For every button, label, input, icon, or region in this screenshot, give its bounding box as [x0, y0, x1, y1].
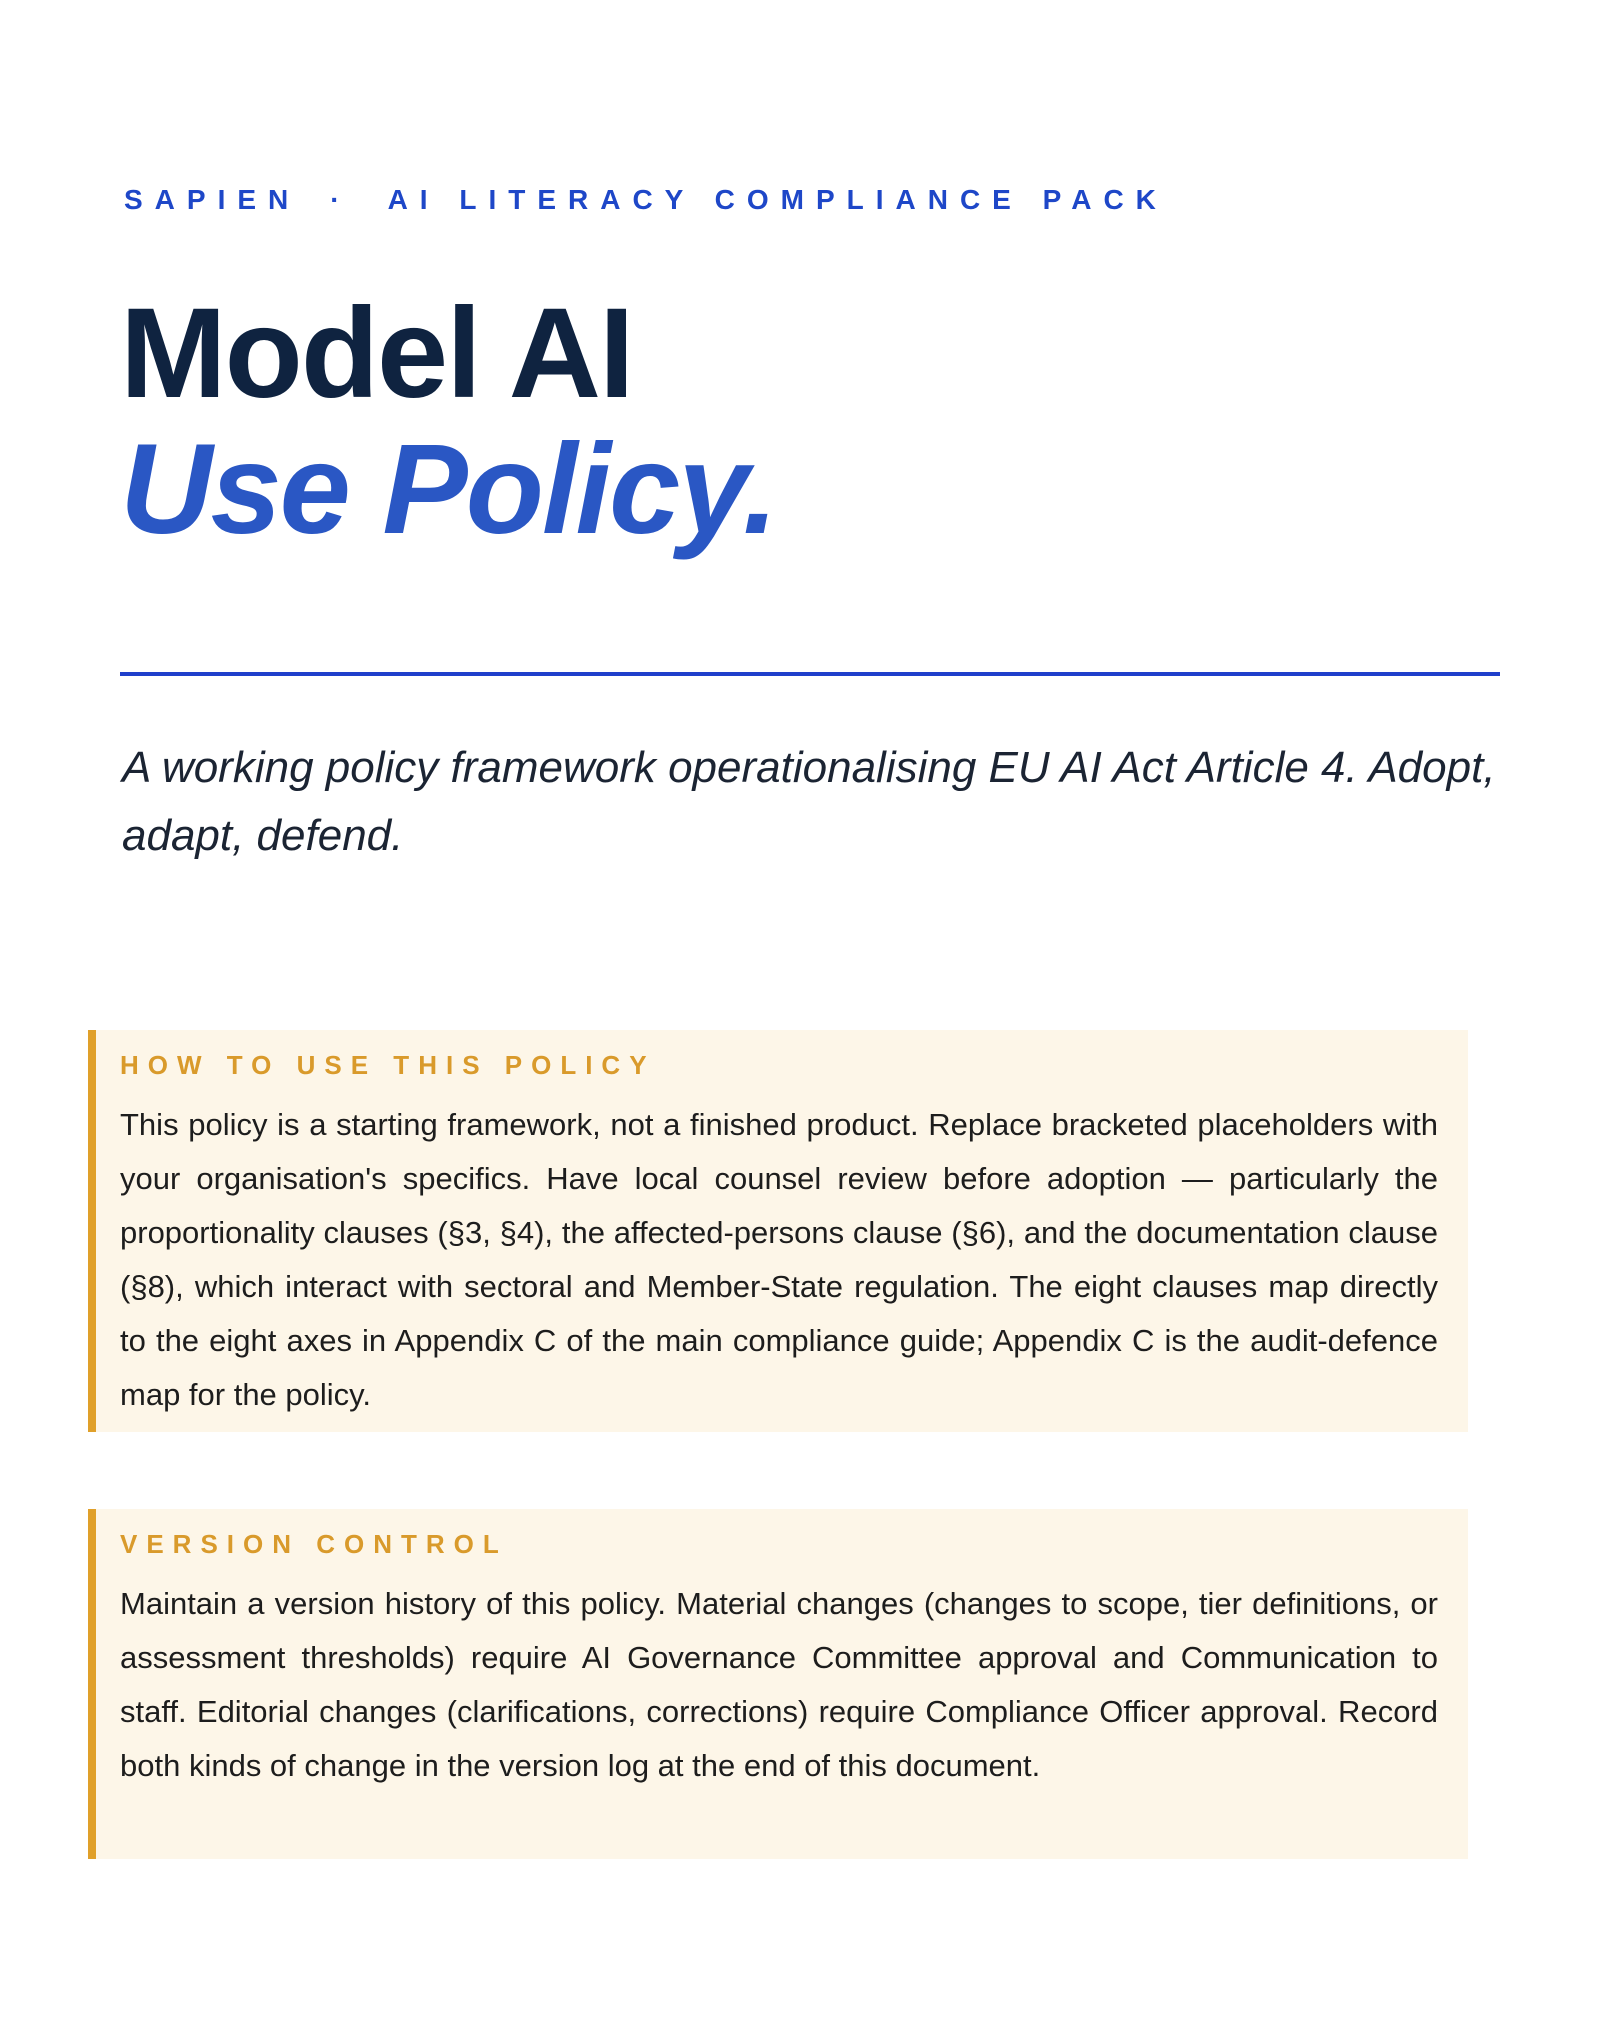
callout-body: Maintain a version history of this policy. Material changes (changes to scope, tier definitions, or assessment thresholds) require AI Governance Committee approval and Communication to staff. Editorial changes (clarifications, corrections) require Compliance Officer approval. Record both kinds of change in the version log at the end of this document. [120, 1586, 1438, 1783]
document-subtitle: A working policy framework operationalising EU AI Act Article 4. Adopt, adapt, defend. [122, 743, 1496, 860]
callout-body: This policy is a starting framework, not a finished product. Replace bracketed placeholders with your organisation's specifics. Have local counsel review before adoption — particularly the proportionality clauses (§3, §4), the affected-persons clause (§6), and the documentation clause (§8), which interact with sectoral and Member-State regulation. The eight clauses map directly to the eight axes in Appendix C of the main compliance guide; Appendix C is the audit-defence map for the policy. [120, 1107, 1438, 1412]
callout-heading: VERSION CONTROL [120, 1529, 508, 1559]
callout-heading: HOW TO USE THIS POLICY [120, 1050, 656, 1080]
title-line-1: Model AI [120, 282, 633, 425]
callout-how-to-use [88, 1030, 1468, 1432]
pack-name: AI LITERACY COMPLIANCE PACK [387, 184, 1168, 215]
callout-version-control [88, 1509, 1468, 1859]
brand-name: SAPIEN [124, 184, 301, 215]
eyebrow-separator: · [330, 184, 352, 215]
title-divider [120, 672, 1500, 676]
title-line-2: Use Policy. [120, 418, 777, 561]
document-eyebrow [124, 184, 1168, 216]
